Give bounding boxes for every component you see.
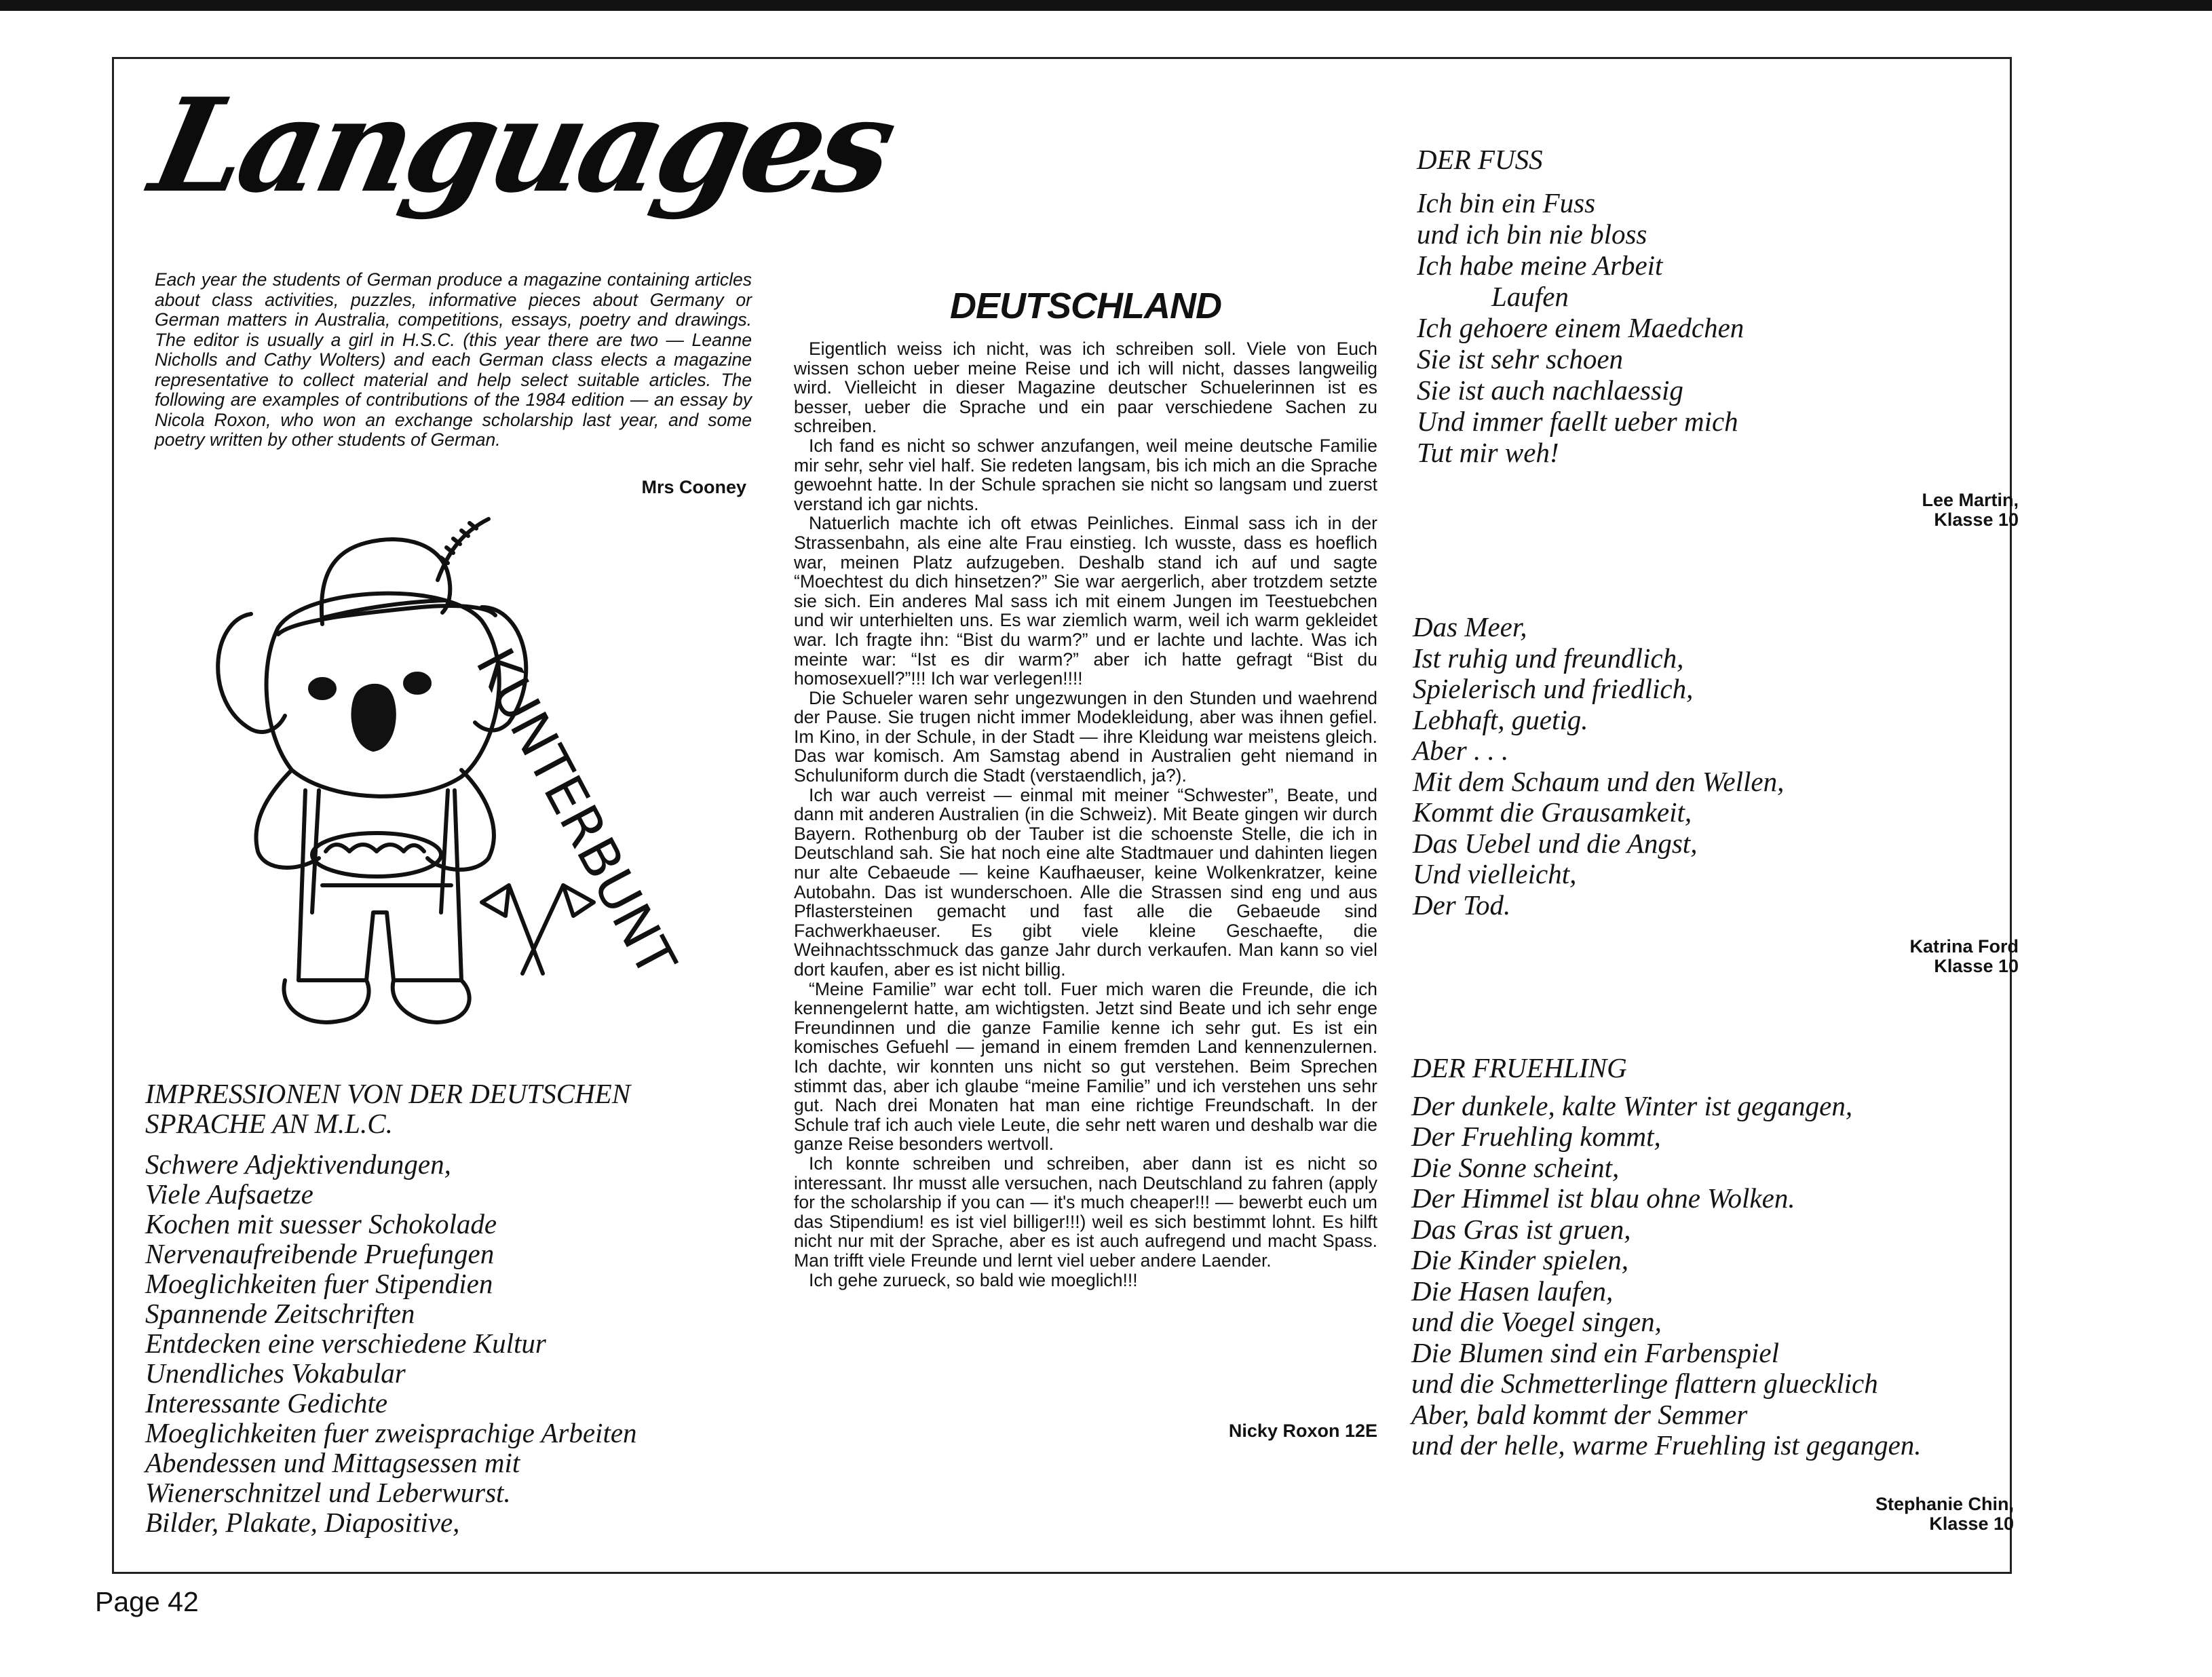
- poem-line: Ich habe meine Arbeit: [1417, 250, 1663, 281]
- poem-das-meer: [1413, 612, 1969, 921]
- poem-line: und ich bin nie bloss: [1417, 218, 1647, 250]
- essay-paragraph: “Meine Familie” war echt toll. Fuer mich waren die Freunde, die ich kennengelernt hatte, am wichtigsten. Jetzt sind Beate und ich sehr enge Freundinnen und die ganze Familie kenne ich sehr gut. Es ist ein komisches Gefuehl — jemand in einem fremden Land kennenzulernen. Ich dachte, wir konnten uns nicht so gut verstehen. Beim Sprechen stimmt das, aber ich glaube “meine Familie” und ich verstehen uns sehr gut. Nach drei Monaten hat man eine richtige Freundschaft. In der Schule traf ich auch viele Leute, die sehr nett waren und deshalb war die ganze Reise besonders wertvoll.: [794, 978, 1377, 1155]
- poem-line: und die Schmetterlinge flattern gluecklich: [1411, 1368, 1878, 1399]
- essay-paragraph: Die Schueler waren sehr ungezwungen in den Stunden und waehrend der Pause. Sie trugen nicht immer Modekleidung, aber was ihnen gefiel. Im Kino, in der Schule, in der Stadt — ihre Kleidung war meistens gleich. Das war komisch. Am Samstag abend in Australien geht niemand in Schuluniform durch die Stadt (verstaendlich, ja?).: [794, 687, 1377, 786]
- koala-food: [312, 833, 441, 876]
- poem-line: Kommt die Grausamkeit,: [1413, 796, 1692, 828]
- poem-line: Und vielleicht,: [1413, 858, 1577, 889]
- kunterbunt-lettering: KUNTERBUNT: [463, 638, 687, 986]
- poem-line: Ist ruhig und freundlich,: [1413, 642, 1684, 674]
- poem-line: Wienerschnitzel und Leberwurst.: [145, 1477, 511, 1508]
- koala-illustration: [204, 505, 687, 1048]
- essay-paragraph: Eigentlich weiss ich nicht, was ich schreiben soll. Viele von Euch wissen schon ueber meine Reise und ich will nicht, dasses langweilig wird. Vielleicht in dieser Magazine deutscher Schuelerinnen ist es besser, ueber die Sprache und ein paar verschiedene Sachen zu schreiben.: [794, 339, 1377, 437]
- intro-paragraph: Each year the students of German produce a magazine containing articles about class activities, puzzles, informative pieces about Germany or German matters in Australia, competitions, essays, poetry and drawings. The editor is usually a girl in H.S.C. (this year there are two — Leanne Nicholls and Cathy Wolters) and each German class elects a magazine representative to collect material and help select suitable articles. The following are examples of contributions of the 1984 edition — an essay by Nicola Roxon, who won an exchange scholarship last year, and some poetry written by other students of German.: [155, 269, 752, 450]
- poem-line: Die Hasen laufen,: [1411, 1275, 1614, 1307]
- page-number: Page 42: [95, 1586, 199, 1617]
- poem-line: Spielerisch und friedlich,: [1413, 673, 1694, 704]
- poem-line: Die Sonne scheint,: [1411, 1151, 1620, 1183]
- poem-line: Tut mir weh!: [1417, 437, 1559, 468]
- top-edge-bar: [0, 0, 2212, 11]
- poem-line: Aber, bald kommt der Semmer: [1411, 1398, 1748, 1430]
- poem-line: Viele Aufsaetze: [145, 1178, 313, 1210]
- poem-line: Sie ist auch nachlaessig: [1417, 374, 1683, 406]
- poem-line: und die Voegel singen,: [1411, 1306, 1662, 1337]
- essay-title: DEUTSCHLAND: [950, 286, 1221, 326]
- essay-paragraph: Ich gehe zurueck, so bald wie moeglich!!!: [809, 1269, 1138, 1290]
- poem-line: und der helle, warme Fruehling ist gegangen.: [1411, 1429, 1922, 1461]
- poem-fruehling-title: DER FRUEHLING: [1411, 1052, 1627, 1083]
- poem-line: Die Blumen sind ein Farbenspiel: [1411, 1336, 1780, 1368]
- poem-line: Kochen mit suesser Schokolade: [145, 1208, 497, 1239]
- poem-fuss-author-name: Lee Martin,: [1922, 490, 2019, 510]
- poem-line: Das Gras ist gruen,: [1411, 1213, 1631, 1245]
- poem-line: Laufen: [1491, 281, 1569, 312]
- poem-line: Ich gehoere einem Maedchen: [1417, 312, 1744, 343]
- poem-line: Spannende Zeitschriften: [145, 1298, 415, 1329]
- poem-line: Der dunkele, kalte Winter ist gegangen,: [1411, 1090, 1853, 1121]
- poem-line: Lebhaft, guetig.: [1413, 703, 1588, 735]
- poem-line: Moeglichkeiten fuer Stipendien: [145, 1268, 493, 1299]
- poem-line: Die Kinder spielen,: [1411, 1244, 1628, 1275]
- essay-body: [794, 339, 1377, 1290]
- poem-line: Ich bin ein Fuss: [1417, 187, 1596, 218]
- poem-line: Abendessen und Mittagsessen mit: [145, 1447, 520, 1478]
- poem-line: Das Uebel und die Angst,: [1413, 827, 1698, 859]
- poem-line: Interessante Gedichte: [145, 1387, 388, 1419]
- poem-line: Der Tod.: [1413, 889, 1511, 921]
- poem-line: Unendliches Vokabular: [145, 1357, 406, 1389]
- poem-line: Aber . . .: [1413, 735, 1509, 766]
- poem-line: Nervenaufreibende Pruefungen: [145, 1238, 495, 1269]
- poem-line: Der Fruehling kommt,: [1411, 1121, 1661, 1152]
- essay-paragraph: Ich fand es nicht so schwer anzufangen, weil meine deutsche Familie mir sehr, sehr viel half. Sie redeten langsam, bis ich mich an die Sprache gewoehnt hatte. In der Schule sprachen sie nicht so langsam und zuerst verstand ich gar nichts.: [794, 435, 1377, 514]
- section-title: Languages: [140, 70, 904, 221]
- poem-line: Und immer faellt ueber mich: [1417, 406, 1738, 437]
- essay-paragraph: Ich war auch verreist — einmal mit meiner “Schwester”, Beate, und dann mit anderen Australien (in die Schweiz). Mit Beate gingen wir durch Bayern. Rothenburg ob der Tauber ist die schoenste Stelle, die ich in Deutschland sah. Sie hat noch eine alte Stadtmauer und dahinten liegen nur alte Cebaeude — keine Kaufhaeuser, keine Wolkenkratzer, keine Autobahn. Das ist wunderschoen. Alle die Strassen sind eng und aus Pflastersteinen gemacht und fast alle die Gebaeude sind Fachwerkhaeuser. Es gibt viele kleine Geschaefte, die Weihnachtsschmuck das ganze Jahr durch verkaufen. Man kann so viel dort kaufen, aber es ist nicht billig.: [794, 784, 1377, 980]
- poem-der-fuss: [1417, 144, 1973, 468]
- poem-fuss-author-class: Klasse 10: [1934, 509, 2019, 530]
- poem-line: Schwere Adjektivendungen,: [145, 1149, 451, 1180]
- poem-impressionen-title-line1: IMPRESSIONEN VON DER DEUTSCHEN: [145, 1078, 631, 1109]
- flags: [509, 885, 563, 974]
- poem-line: Sie ist sehr schoen: [1417, 343, 1624, 374]
- poem-line: Mit dem Schaum und den Wellen,: [1413, 765, 1785, 797]
- poem-fuss-title: DER FUSS: [1417, 144, 1543, 175]
- poem-impressionen-title-line2: SPRACHE AN M.L.C.: [145, 1108, 393, 1139]
- poem-line: Bilder, Plakate, Diapositive,: [145, 1507, 460, 1538]
- poem-line: Der Himmel ist blau ohne Wolken.: [1411, 1182, 1795, 1214]
- poem-der-fruehling: [1411, 1053, 2008, 1461]
- essay-paragraph: Natuerlich machte ich oft etwas Peinliches. Einmal sass ich in der Strassenbahn, als eine alte Frau einstieg. Ich wusste, dass es hoeflich war, meinen Platz aufzugeben. Deshalb stand ich auf und sagte “Moechtest du dich hinsetzen?” Sie war aergerlich, aber trotzdem setzte sie sich. Ein anderes Mal sass ich mit einem Jungen im Teestuebchen und wir unterhielten uns. Es war ziemlich warm, weil ich warm gekleidet war. Ich fragte ihn: “Bist du warm?” und er lachte und lachte. Was ich meinte war: “Ist es dir warm?” aber ich hatte gefragt “Bist du homosexuell?”!!! Ich war verlegen!!!!: [794, 513, 1377, 689]
- poem-line: Das Meer,: [1413, 611, 1527, 642]
- poem-impressionen: [145, 1079, 742, 1537]
- poem-meer-author-name: Katrina Ford: [1909, 936, 2019, 957]
- poem-line: Entdecken eine verschiedene Kultur: [145, 1328, 546, 1359]
- intro-signature: Mrs Cooney: [641, 477, 746, 497]
- essay-paragraph: Ich konnte schreiben und schreiben, aber dann ist es nicht so interessant. Ihr musst alle versuchen, nach Deutschland zu fahren (apply for the scholarship if you can — it's much cheaper!!! — bewerbt euch um das Stipendium! es ist viel billiger!!!) weil es sich bestimmt lohnt. Es hilft nicht nur mit der Sprache, aber es ist auch aufregend und macht Spass. Man trifft viele Freunde und lernt viel ueber andere Laender.: [794, 1153, 1377, 1271]
- poem-fruehling-author-class: Klasse 10: [1929, 1514, 2014, 1534]
- poem-meer-author-class: Klasse 10: [1934, 956, 2019, 976]
- poem-fruehling-author-name: Stephanie Chin,: [1875, 1494, 2014, 1514]
- essay-author: Nicky Roxon 12E: [1228, 1421, 1377, 1441]
- poem-line: Moeglichkeiten fuer zweisprachige Arbeiten: [145, 1417, 637, 1448]
